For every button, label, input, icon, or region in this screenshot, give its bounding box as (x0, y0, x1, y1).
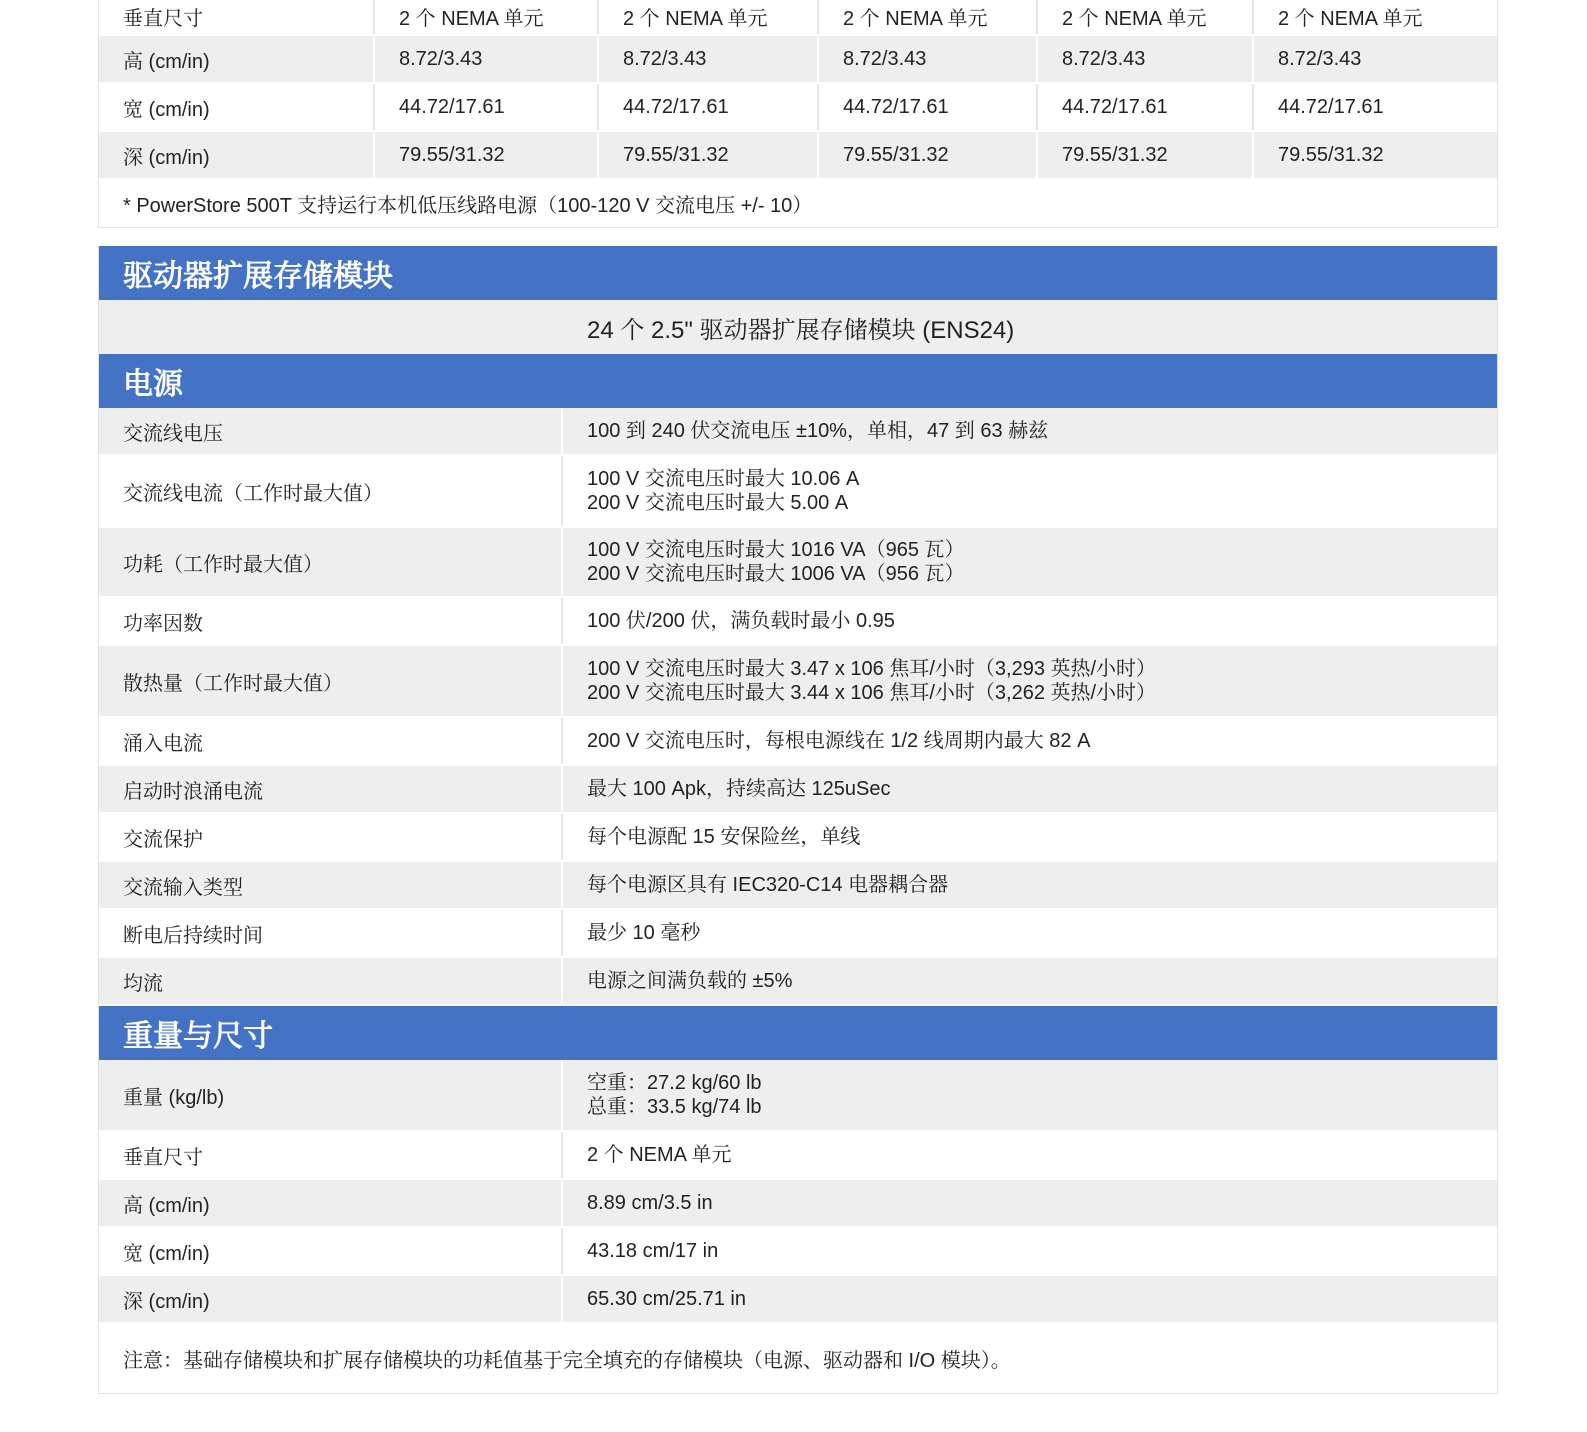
row-label: 高 (cm/in) (99, 1180, 563, 1226)
cell: 44.72/17.61 (819, 84, 1038, 130)
value-line: 100 V 交流电压时最大 1016 VA（965 瓦） (587, 539, 965, 561)
value-line: 最少 10 毫秒 (587, 922, 701, 944)
value-line: 总重：33.5 kg/74 lb (587, 1096, 762, 1118)
value-line: 2 个 NEMA 单元 (587, 1144, 732, 1166)
section-header-weight: 重量与尺寸 (99, 1006, 1497, 1060)
value-line: 电源之间满负载的 ±5% (587, 970, 793, 992)
table-row (99, 132, 1497, 180)
power-note: 注意：基础存储模块和扩展存储模块的功耗值基于完全填充的存储模块（电源、驱动器和 I/O 模块）。 (99, 1324, 1497, 1394)
section-header-power: 电源 (99, 354, 1497, 408)
value-line: 100 V 交流电压时最大 10.06 A (587, 468, 860, 490)
row-value (563, 646, 1497, 716)
expansion-subtitle: 24 个 2.5" 驱动器扩展存储模块 (ENS24) (99, 300, 1497, 354)
row-value (563, 814, 1497, 860)
row-label: 散热量（工作时最大值） (99, 646, 563, 716)
table-row (99, 646, 1497, 718)
footnote: * PowerStore 500T 支持运行本机低压线路电源（100-120 V 交流电压 +/- 10） (99, 180, 1497, 228)
cell: 79.55/31.32 (1038, 132, 1254, 178)
cell: 2 个 NEMA 单元 (1278, 8, 1423, 30)
value-line: 65.30 cm/25.71 in (587, 1288, 746, 1310)
row-label: 启动时浪涌电流 (99, 766, 563, 812)
value-line: 每个电源区具有 IEC320-C14 电器耦合器 (587, 874, 949, 896)
section-header-expansion: 驱动器扩展存储模块 (99, 246, 1497, 300)
row-value (563, 910, 1497, 956)
table-row (99, 1132, 1497, 1180)
cell: 2 个 NEMA 单元 (599, 0, 819, 34)
value-line: 8.89 cm/3.5 in (587, 1192, 713, 1214)
cell: 44.72/17.61 (1038, 84, 1254, 130)
row-label: 交流线电流（工作时最大值） (99, 456, 563, 526)
table-row (99, 0, 1497, 36)
row-label: 宽 (cm/in) (99, 1228, 563, 1274)
table-row (99, 718, 1497, 766)
value-line: 最大 100 Apk，持续高达 125uSec (587, 778, 891, 800)
cell: 44.72/17.61 (1278, 95, 1384, 118)
cell: 44.72/17.61 (375, 84, 599, 130)
value-line: 100 到 240 伏交流电压 ±10%，单相，47 到 63 赫兹 (587, 420, 1049, 442)
cell: 8.72/3.43 (375, 36, 599, 82)
row-label: 宽 (cm/in) (99, 84, 375, 130)
value-line: 200 V 交流电压时最大 1006 VA（956 瓦） (587, 563, 965, 585)
cell: 79.55/31.32 (375, 132, 599, 178)
cell: 8.72/3.43 (819, 36, 1038, 82)
table-row (99, 958, 1497, 1006)
row-label: 交流线电压 (99, 408, 563, 454)
cell: 8.72/3.43 (599, 36, 819, 82)
value-line: 100 V 交流电压时最大 3.47 x 106 焦耳/小时（3,293 英热/小时） (587, 658, 1157, 680)
row-label: 均流 (99, 958, 563, 1004)
value-line: 43.18 cm/17 in (587, 1240, 719, 1262)
table-row (99, 814, 1497, 862)
row-label: 断电后持续时间 (99, 910, 563, 956)
table-row (99, 862, 1497, 910)
expansion-table (98, 246, 1498, 1394)
cell: 2 个 NEMA 单元 (1038, 0, 1254, 34)
spec-document (98, 0, 1498, 1394)
row-value (563, 958, 1497, 1004)
row-value (563, 1276, 1497, 1322)
table-row (99, 84, 1497, 132)
row-label: 交流保护 (99, 814, 563, 860)
cell: 8.72/3.43 (1038, 36, 1254, 82)
row-value (563, 862, 1497, 908)
row-value (563, 456, 1497, 526)
row-label: 深 (cm/in) (99, 1276, 563, 1322)
table-row (99, 408, 1497, 456)
cell: 79.55/31.32 (819, 132, 1038, 178)
row-label: 深 (cm/in) (99, 132, 375, 178)
value-line: 200 V 交流电压时最大 3.44 x 106 焦耳/小时（3,262 英热/小时） (587, 682, 1157, 704)
table-row (99, 36, 1497, 84)
row-value (563, 408, 1497, 454)
cell: 79.55/31.32 (599, 132, 819, 178)
table-row (99, 598, 1497, 646)
row-value (563, 1060, 1497, 1130)
cell: 8.72/3.43 (1278, 47, 1362, 70)
value-line: 每个电源配 15 安保险丝，单线 (587, 826, 861, 848)
row-value (563, 718, 1497, 764)
table-row (99, 766, 1497, 814)
row-value (563, 1180, 1497, 1226)
cell: 2 个 NEMA 单元 (819, 0, 1038, 34)
table-row (99, 1276, 1497, 1324)
row-value (563, 528, 1497, 596)
row-value (563, 598, 1497, 644)
value-line: 100 伏/200 伏，满负载时最小 0.95 (587, 610, 895, 632)
value-line: 空重：27.2 kg/60 lb (587, 1072, 762, 1094)
table-row (99, 1180, 1497, 1228)
row-label: 高 (cm/in) (99, 36, 375, 82)
row-label: 重量 (kg/lb) (99, 1060, 563, 1130)
row-value (563, 1228, 1497, 1274)
table-row (99, 528, 1497, 598)
table-row (99, 1228, 1497, 1276)
value-line: 200 V 交流电压时最大 5.00 A (587, 492, 849, 514)
row-value (563, 1132, 1497, 1178)
table-row (99, 910, 1497, 958)
row-label: 垂直尺寸 (99, 0, 375, 34)
row-label: 功耗（工作时最大值） (99, 528, 563, 596)
row-label: 交流输入类型 (99, 862, 563, 908)
cell: 2 个 NEMA 单元 (375, 0, 599, 34)
row-label: 功率因数 (99, 598, 563, 644)
value-line: 200 V 交流电压时，每根电源线在 1/2 线周期内最大 82 A (587, 730, 1091, 752)
table-row (99, 1060, 1497, 1132)
cell: 79.55/31.32 (1278, 143, 1384, 166)
row-value (563, 766, 1497, 812)
dimensions-table-top (98, 0, 1498, 228)
row-label: 涌入电流 (99, 718, 563, 764)
row-label: 垂直尺寸 (99, 1132, 563, 1178)
cell: 44.72/17.61 (599, 84, 819, 130)
table-row (99, 456, 1497, 528)
